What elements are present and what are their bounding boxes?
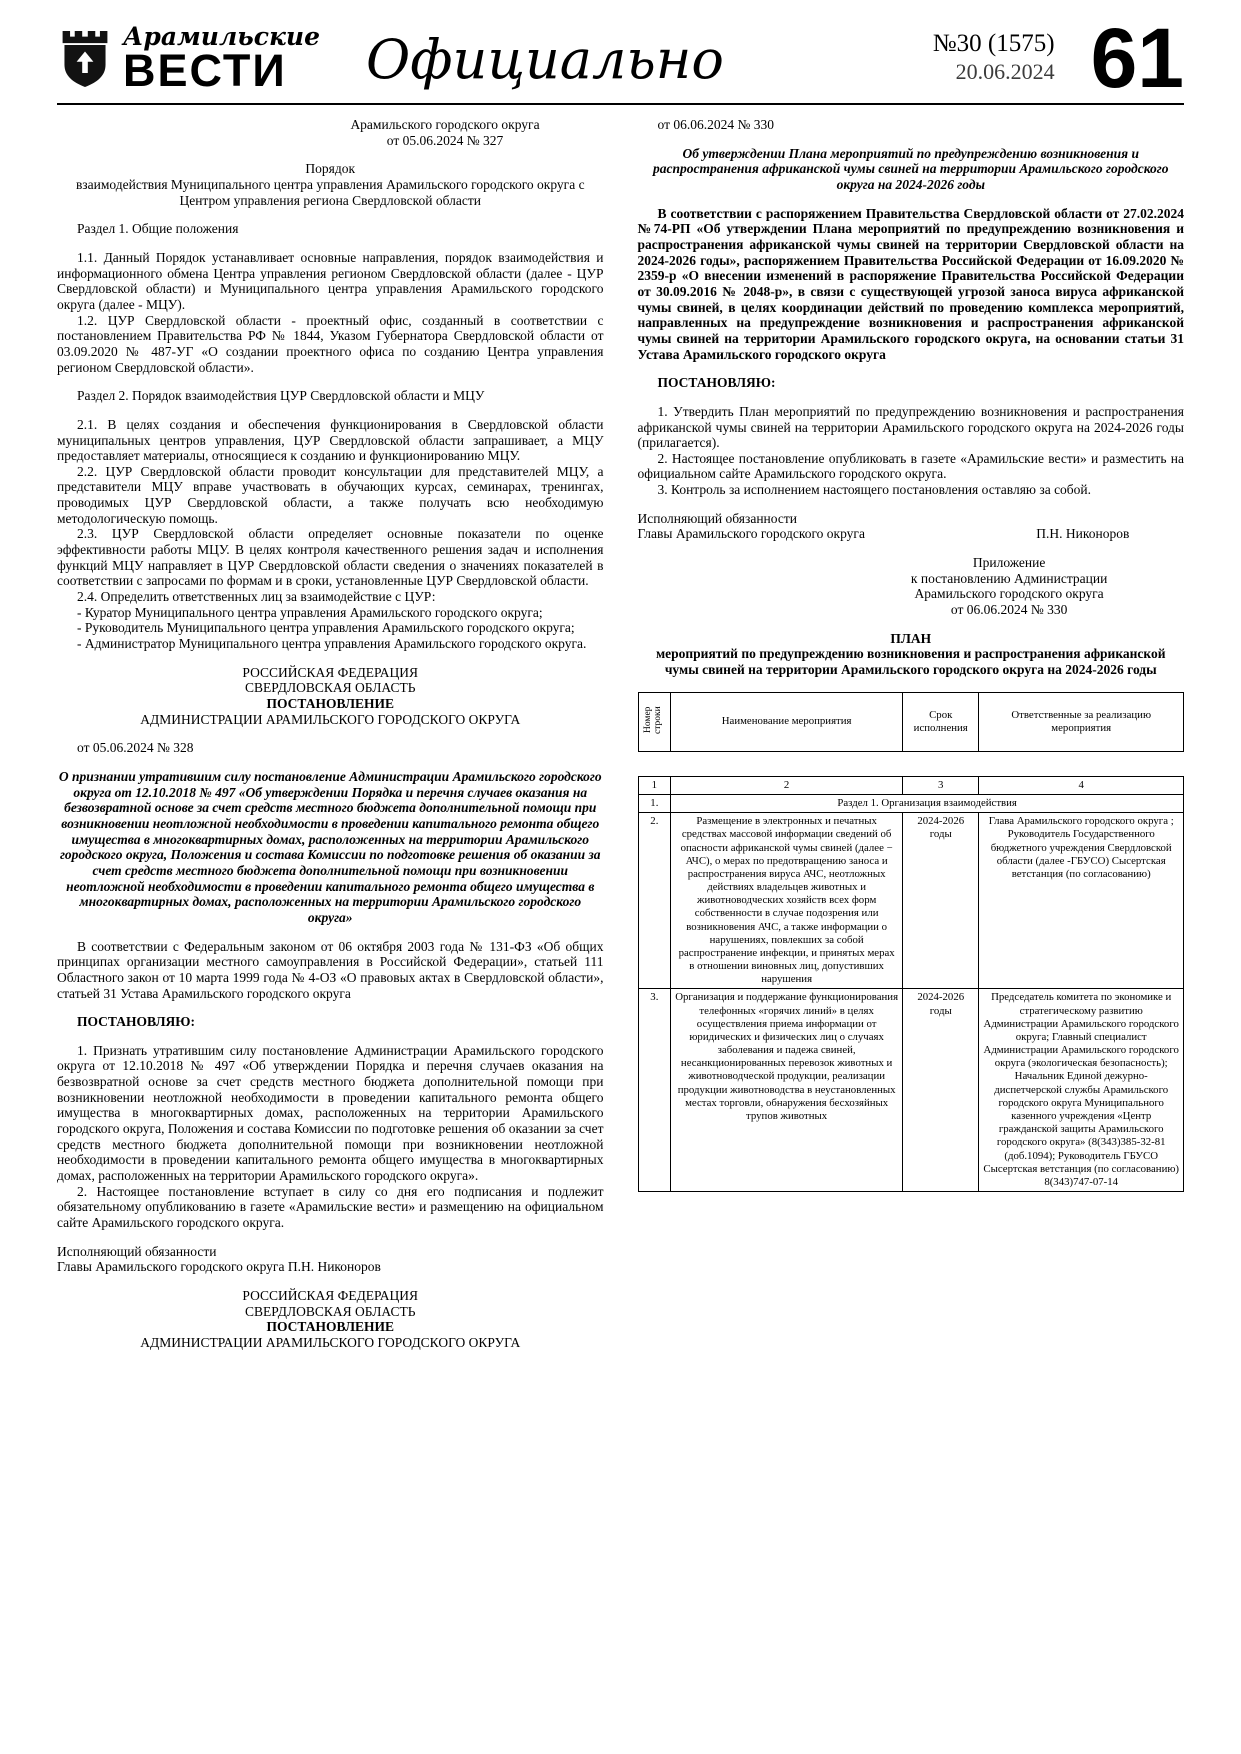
signature-right-line — [638, 526, 1130, 542]
plan-heading-word: ПЛАН — [890, 630, 932, 646]
gov-doc-type: ПОСТАНОВЛЕНИЕ — [266, 696, 395, 711]
issue-number: №30 (1575) — [932, 29, 1055, 57]
doc-330-intro: В соответствии с распоряжением Правительства Свердловской области от 27.02.2024 №74-РП «Об утверждении Плана мероприятий по предупреждению возникновения и распространения африканской чумы свиней на территории Свердловской области на 2024-2026 годы», распоряжением Правительства Российской Федерации от 16.09.2020 № 2359-р «О внесении изменений в распоряжение Правительства Российской Федерации от 30.09.2016 № 2048-р», в связи с существующей угрозой заноса вируса африканской чумы свиней, в целях координации действий по проведению комплекса мероприятий, направленных на предупреждение возникновения и распространения африканской чумы свиней на территории Арамильского городского округа, на основании статьи 31 Устава Арамильского городского округа — [637, 205, 1184, 362]
gov-country: РОССИЙСКАЯ ФЕДЕРАЦИЯ — [242, 1288, 419, 1303]
annex-line-3: Арамильского городского округа — [914, 586, 1104, 602]
plan-table-header — [638, 692, 1185, 752]
doc-330-clause-1: 1. Утвердить План мероприятий по предупреждению возникновения и распространения африканской чумы свиней на территории Арамильского городского округа на 2024-2026 годы (прилагается). — [637, 403, 1184, 451]
doc-330-clause-3: 3. Контроль за исполнением настоящего постановления оставляю за собой. — [657, 482, 1092, 498]
section-2-heading: Раздел 2. Порядок взаимодействия ЦУР Свердловской области и МЦУ — [77, 388, 485, 404]
gov-header-block-1 — [57, 665, 604, 728]
doc-poryadok-title-text: взаимодействия Муниципального центра управления Арамильского городского округа с Центром управления региона Свердловской области — [75, 176, 585, 208]
period-cell: 2024-2026 годы — [903, 989, 979, 1192]
signature-right-name: П.Н. Никоноров — [1036, 526, 1130, 542]
signature-left-position: Исполняющий обязанности — [57, 1243, 217, 1259]
section-1-heading: Раздел 1. Общие положения — [77, 221, 239, 237]
signature-right — [638, 511, 1185, 542]
signature-right-title: Главы Арамильского городского округа — [637, 526, 865, 542]
doc-328-clause-1: 1. Признать утратившим силу постановление Администрации Арамильского городского округа от 12.10.2018 № 497 «Об утверждении Порядка и перечня случаев оказания на безвозвратной основе за счет средств местного бюджета дополнительной помощи при возникновении неотложной необходимости в проведении капитального ремонта общего имущества в многоквартирных домах, расположенных на территории Арамильского городского округа, Положения и состава Комиссии по подготовке решения об оказании за счет средств местного бюджета дополнительной помощи при возникновении неотложной необходимости в проведении капитального ремонта общего имущества в многоквартирных домах, расположенных на территории Арамильского городского округа». — [57, 1042, 604, 1184]
clause-2-4-item-3: - Администратор Муниципального центра управления Арамильского городского округа. — [77, 636, 587, 652]
row-number-cell: 3. — [638, 989, 671, 1192]
gov-header-block-2 — [57, 1288, 604, 1351]
activity-cell: Организация и поддержание функционирования телефонных «горячих линий» в целях осуществления приема информации от юридических и физических лиц о случаях заболевания и падежа свиней, несанкционированных перевозок животных и животноводческой продукции, реализации продукции животноводства в неустановленных местах торговли, обнаружения бесхозяйных трупов животных — [671, 989, 903, 1192]
clause-1-1: 1.1. Данный Порядок устанавливает основные направления, порядок взаимодействия и информационного обмена Центра управления регионом Свердловской области (далее - ЦУР Свердловской области) и Муниципального центра управления Арамильского городского округа (далее - МЦУ). — [57, 249, 604, 312]
gov-region: СВЕРДЛОВСКАЯ ОБЛАСТЬ — [245, 680, 416, 696]
period-cell: 2024-2026 годы — [903, 813, 979, 989]
gov-region: СВЕРДЛОВСКАЯ ОБЛАСТЬ — [245, 1303, 416, 1319]
doc-330-clause-2: 2. Настоящее постановление опубликовать в газете «Арамильские вести» и разместить на официальном сайте Арамильского городского округа. — [637, 450, 1184, 482]
plan-heading — [638, 631, 1185, 678]
issue-info — [933, 28, 1055, 93]
table-row-section-1 — [638, 795, 1184, 813]
plan-table-body — [638, 776, 1185, 1192]
doc-328-clause-2: 2. Настоящее постановление вступает в силу со дня его подписания и подлежит обязательному опубликованию в газете «Арамильские вести» и размещению на официальном сайте Арамильского городского округа. — [57, 1183, 604, 1231]
doc-poryadok-title — [57, 161, 604, 208]
plan-heading-text: мероприятий по предупреждению возникновения и распространения африканской чумы свиней на территории Арамильского городского округа на 2024-2026 годы — [655, 646, 1166, 678]
doc-poryadok-title-word: Порядок — [305, 161, 356, 177]
header-cell-responsible: Ответственные за реализацию мероприятия — [979, 692, 1184, 751]
brand-text — [123, 22, 320, 97]
doc-328-title: О признании утратившим силу постановление Администрации Арамильского городского округа от 12.10.2018 № 497 «Об утверждении Порядка и перечня случаев оказания на безвозвратной основе за счет средств местного бюджета дополнительной помощи при возникновении неотложной необходимости в проведении капитального ремонта общего имущества в многоквартирных домах, расположенных на территории Арамильского городского округа, Положения и состава Комиссии по подготовке решения об оказании за счет средств местного бюджета дополнительной помощи при возникновении неотложной необходимости в проведении капитального ремонта общего имущества в многоквартирных домах, расположенных на территории Арамильского городского округа» — [58, 768, 602, 925]
doc-327-continuation — [287, 117, 604, 148]
annex-block — [834, 555, 1184, 618]
resolution-word-right: ПОСТАНОВЛЯЮ: — [657, 375, 776, 391]
signature-right-position: Исполняющий обязанности — [637, 510, 797, 526]
clause-2-4-item-2: - Руководитель Муниципального центра управления Арамильского городского округа; — [77, 620, 575, 636]
clause-2-4: 2.4. Определить ответственных лиц за взаимодействие с ЦУР: — [77, 589, 436, 605]
section-title: Официально — [366, 28, 724, 91]
newspaper-brand — [57, 22, 320, 97]
header-cell-period: Срок исполнения — [903, 692, 979, 751]
page-number: 61 — [1090, 11, 1184, 106]
doc-328-date: от 05.06.2024 № 328 — [77, 740, 194, 756]
row-number-cell: 1. — [638, 795, 671, 813]
clause-1-2: 1.2. ЦУР Свердловской области - проектный офис, созданный в соответствии с постановлением Правительства РФ № 1844, Указом Губернатора Свердловской области от 03.09.2020 № 487-УГ «О создании проектного офиса по созданию Центра управления регионом Свердловской области». — [57, 312, 604, 375]
header-cell-activity: Наименование мероприятия — [671, 692, 903, 751]
row-number-cell: 2. — [638, 813, 671, 989]
annex-line-4: от 06.06.2024 № 330 — [950, 602, 1068, 618]
doc-328-intro: В соответствии с Федеральным законом от 06 октября 2003 года № 131-ФЗ «Об общих принципах организации местного самоуправления в Российской Федерации», статьей 111 Областного закон от 10 марта 1999 года № 4-ОЗ «О правовых актах в Свердловской области», статьей 31 Устава Арамильского городского округа — [57, 938, 604, 1001]
doc-327-continuation-line1: Арамильского городского округа — [350, 117, 540, 132]
left-column — [57, 117, 604, 1351]
annex-line-1: Приложение — [972, 555, 1046, 571]
issue-date: 20.06.2024 — [955, 59, 1055, 84]
resolution-word-left: ПОСТАНОВЛЯЮ: — [77, 1014, 195, 1030]
brand-name-bottom: ВЕСТИ — [123, 45, 287, 97]
column-number-cell-2: 2 — [671, 776, 903, 794]
gov-country: РОССИЙСКАЯ ФЕДЕРАЦИЯ — [242, 664, 419, 680]
vertical-header-text: Номер строки — [643, 705, 664, 734]
signature-left-name: Главы Арамильского городского округа П.Н. Никоноров — [57, 1259, 381, 1275]
clause-2-3: 2.3. ЦУР Свердловской области определяет основные показатели по оценке эффективности работы МЦУ. В целях контроля качественного решения задач и исполнения функций МЦУ направляет в ЦУР Свердловской области сведения о значениях показателей в соответствии с запросами по формам и в сроки, установленные ЦУР Свердловской области. — [57, 526, 604, 589]
gov-org: АДМИНИСТРАЦИИ АРАМИЛЬСКОГО ГОРОДСКОГО ОКРУГА — [140, 711, 521, 727]
doc-330-date: от 06.06.2024 № 330 — [657, 117, 774, 132]
signature-left — [57, 1244, 604, 1275]
doc-330-title: Об утверждении Плана мероприятий по предупреждению возникновения и распространения африканской чумы свиней на территории Арамильского городского округа на 2024-2026 годы — [652, 145, 1169, 192]
clause-2-2: 2.2. ЦУР Свердловской области проводит консультации для представителей МЦУ, а представители МЦУ вправе участвовать в обучающих курсах, семинарах, тренингах, проводимых ЦУР Свердловской области, а также получать всю необходимую методологическую помощь. — [57, 463, 604, 526]
page-content — [57, 105, 1184, 1351]
plan-table-header-row — [638, 692, 1184, 751]
responsible-cell: Глава Арамильского городского округа ; Руководитель Государственного бюджетного учреждения Свердловской области (далее -ГБУСО) Сысертская ветстанция (по согласованию) — [979, 813, 1184, 989]
activity-cell: Размещение в электронных и печатных средствах массовой информации сведений об опасности африканской чумы свиней (далее − АЧС), о мерах по предотвращению заноса и распространения вируса АЧС, неотложных действиях владельцев животных и животноводческих хозяйств всех форм собственности в случае подозрения или возникновения АЧС, а также информации о нарушениях, повлекших за собой распространение инфекции, и принятых мерах в отношении виновных лиц, допустивших нарушения — [671, 813, 903, 989]
column-number-cell-4: 4 — [979, 776, 1184, 794]
column-number-cell-1: 1 — [638, 776, 671, 794]
right-column — [638, 117, 1185, 1351]
column-number-row — [638, 776, 1184, 794]
column-number-cell-3: 3 — [903, 776, 979, 794]
coat-of-arms-icon — [57, 29, 113, 89]
header-cell-row-number — [638, 692, 671, 751]
gov-doc-type: ПОСТАНОВЛЕНИЕ — [266, 1319, 395, 1335]
section-title-cell: Раздел 1. Организация взаимодействия — [671, 795, 1184, 813]
table-row-2 — [638, 813, 1184, 989]
doc-327-continuation-line2: от 05.06.2024 № 327 — [386, 132, 504, 148]
gov-org: АДМИНИСТРАЦИИ АРАМИЛЬСКОГО ГОРОДСКОГО ОКРУГА — [140, 1334, 521, 1350]
responsible-cell: Председатель комитета по экономике и стратегическому развитию Администрации Арамильского городского округа; Главный специалист Администрации Арамильского городского округа (экологическая безопасность); Начальник Единой дежурно-диспетчерской службы Арамильского городского округа Муниципального казенного учреждения «Центр гражданской защиты Арамильского городского округа» (8(343)385-32-81 (доб.1094); Руководитель ГБУСО Сысертская ветстанция (по согласованию) 8(343)747-07-14 — [979, 989, 1184, 1192]
annex-line-2: к постановлению Администрации — [910, 570, 1108, 586]
clause-2-1: 2.1. В целях создания и обеспечения функционирования в Свердловской области муниципальных центров управления, ЦУР Свердловской области запрашивает, а МЦУ предоставляет материалы, относящиеся к созданию и функционированию МЦУ. — [57, 416, 604, 464]
masthead — [57, 0, 1184, 106]
table-row-3 — [638, 989, 1184, 1192]
brand-name-top: Арамильские — [123, 22, 320, 51]
clause-2-4-item-1: - Куратор Муниципального центра управления Арамильского городского округа; — [77, 604, 543, 620]
